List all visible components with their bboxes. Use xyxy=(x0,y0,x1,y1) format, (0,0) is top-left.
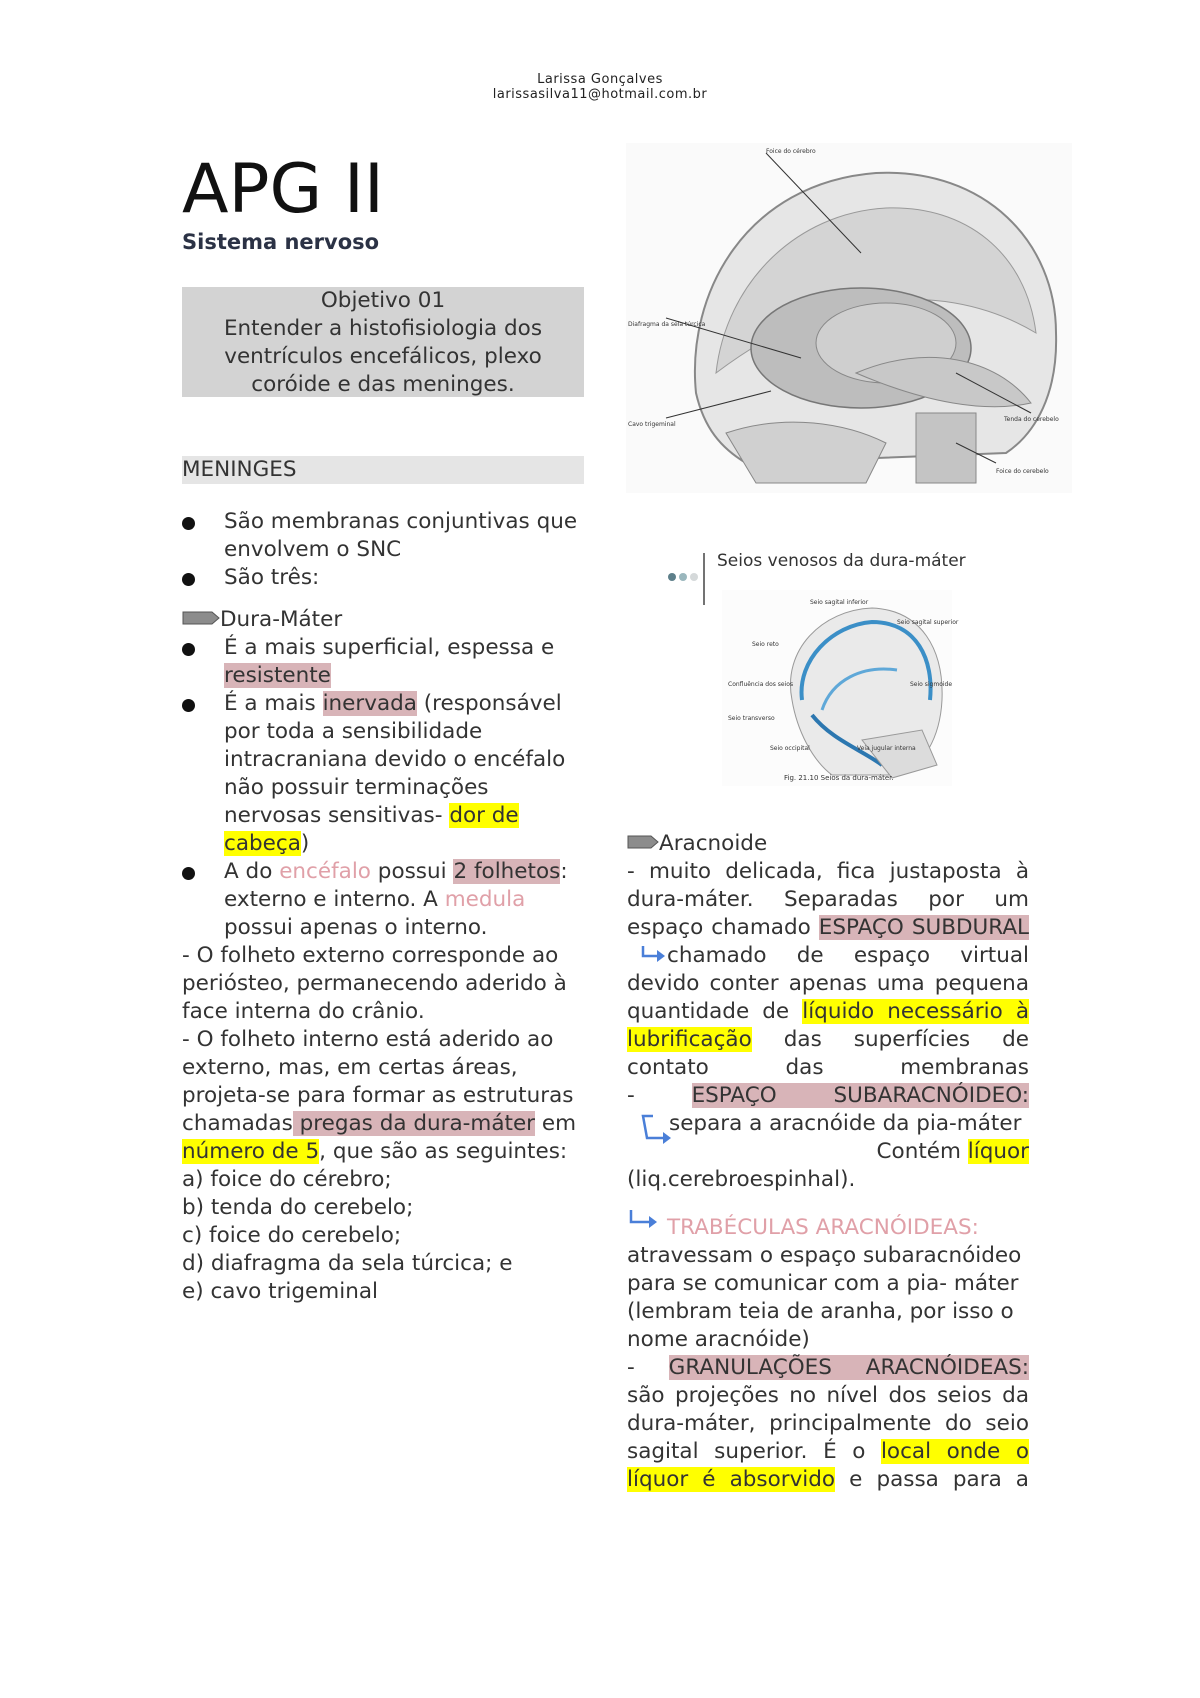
dura-folds-figure xyxy=(626,143,1072,493)
bullet-item: São três: xyxy=(182,564,582,592)
objective-line: Entender a histofisiologia dos xyxy=(223,316,543,341)
page-subtitle: Sistema nervoso xyxy=(182,230,380,254)
paragraph: - muito delicada, fica justaposta à dura-máter. Separadas por um espaço chamado ESPAÇO SUBDURAL xyxy=(627,859,1030,940)
highlight-yellow: líquido necessário à lubrificação xyxy=(627,999,1029,1052)
paragraph: - O folheto interno está aderido ao externo, mas, em certas áreas, projeta-se para formar as estruturas chamadas pregas da dura-máter em número de 5, que são as seguintes: xyxy=(182,1027,577,1164)
figure-label: Seio sagital superior xyxy=(897,619,959,626)
figure-label: Tenda do cerebelo xyxy=(1004,416,1059,423)
left-column xyxy=(182,508,582,1306)
paragraph: - GRANULAÇÕES ARACNÓIDEAS: xyxy=(627,1355,1030,1380)
section-heading: MENINGES xyxy=(182,456,584,484)
figure-label: Diafragma da sela túrcica xyxy=(628,321,706,328)
dots-decoration-icon xyxy=(666,553,706,605)
paragraph: são projeções no nível dos seios da dura-máter, principalmente do seio sagital superior. É o local onde o líquor é absorvido e passa para a xyxy=(627,1383,1029,1492)
figure2-title: Seios venosos da dura-máter xyxy=(717,551,966,571)
venous-sinuses-figure xyxy=(722,590,959,786)
arrow-right-icon xyxy=(637,1114,677,1162)
pink-text: TRABÉCULAS ARACNÓIDEAS: xyxy=(667,1215,979,1240)
bullet-item: A do encéfalo possui 2 folhetos: externo e interno. A medula possui apenas o interno. xyxy=(182,858,599,942)
tag-arrow-icon xyxy=(182,610,220,626)
author-name: Larissa Gonçalves xyxy=(537,72,663,87)
page-title: APG II xyxy=(182,150,384,229)
objective-line: coróide e das meninges. xyxy=(251,372,515,397)
right-column xyxy=(627,830,1029,1494)
pink-text: encéfalo xyxy=(279,859,371,884)
figure-label: Seio sagital inferior xyxy=(810,599,869,606)
pink-text: medula xyxy=(444,887,526,912)
bullet-dot xyxy=(182,867,195,880)
highlight-yellow: número de 5 xyxy=(182,1139,320,1164)
figure-label: Seio occipital xyxy=(770,745,810,752)
highlight-yellow: dor de cabeça xyxy=(224,803,519,856)
figure-label: Foice do cérebro xyxy=(766,148,816,155)
list-item: e) cavo trigeminal xyxy=(182,1279,378,1304)
highlight-pink: inervada xyxy=(322,691,417,716)
highlight-pink: resistente xyxy=(224,663,331,688)
figure-label: Veia jugular interna xyxy=(857,745,916,752)
highlight-yellow: local onde o líquor é absorvido xyxy=(627,1439,1029,1492)
author-email: larissasilva11@hotmail.com.br xyxy=(492,87,708,102)
bullet-item: São membranas conjuntivas que envolvem o SNC xyxy=(182,508,594,564)
figure-label: Foice do cerebelo xyxy=(996,468,1049,475)
figure2-dots xyxy=(672,553,682,605)
bullet-dot xyxy=(182,573,195,586)
paragraph: chamado de espaço virtual devido conter apenas uma pequena quantidade de líquido necessário à lubrificação das superfícies de contato das membranas xyxy=(627,943,1029,1080)
figure-label: Seio sigmoide xyxy=(910,681,953,688)
list-item: d) diafragma da sela túrcica; e xyxy=(182,1251,513,1276)
page-header xyxy=(0,72,1200,102)
arrow-right-icon xyxy=(627,1208,667,1236)
paragraph: - O folheto externo corresponde ao periósteo, permanecendo aderido à face interna do crânio. xyxy=(182,943,567,1024)
objective-label: Objetivo 01 xyxy=(320,288,446,313)
list-item: a) foice do cérebro; xyxy=(182,1167,392,1192)
figure-label: Cavo trigeminal xyxy=(628,421,676,428)
list-item: c) foice do cerebelo; xyxy=(182,1223,402,1248)
bullet-dot xyxy=(182,699,195,712)
highlight-yellow: líquor xyxy=(967,1139,1029,1164)
paragraph: - ESPAÇO SUBARACNÓIDEO: xyxy=(627,1083,1030,1108)
highlight-pink: ESPAÇO SUBDURAL xyxy=(818,915,1030,940)
bullet-item: É a mais inervada (responsável por toda a sensibilidade intracraniana devido o encéfalo não possuir terminações nervosas sensitivas- dor de cabeça) xyxy=(182,690,592,858)
arrow-right-icon xyxy=(637,944,667,966)
highlight-pink: 2 folhetos xyxy=(453,859,561,884)
highlight-pink: ESPAÇO SUBARACNÓIDEO: xyxy=(691,1083,1030,1108)
highlight-pink: GRANULAÇÕES ARACNÓIDEAS: xyxy=(668,1355,1030,1380)
objective-box xyxy=(182,287,584,397)
objective-line: ventrículos encefálicos, plexo xyxy=(224,344,542,369)
figure-label: Seio reto xyxy=(752,641,779,648)
paragraph: TRABÉCULAS ARACNÓIDEAS: atravessam o espaço subaracnóideo para se comunicar com a pia- máter (lembram teia de aranha, por isso o nome aracnóide) xyxy=(627,1208,1022,1354)
paragraph: separa a aracnóide da pia-máter Contém líquor xyxy=(627,1110,1029,1166)
bullet-item: É a mais superficial, espessa e resistente xyxy=(182,634,582,690)
tag-arrow-icon xyxy=(627,834,659,850)
figure-label: Confluência dos seios xyxy=(728,681,794,688)
figure-label: Seio transverso xyxy=(728,715,775,722)
paragraph: (liq.cerebroespinhal). xyxy=(627,1167,856,1192)
bullet-dot xyxy=(182,643,195,656)
dura-heading: Dura-Máter xyxy=(182,606,582,634)
aracnoide-heading: Aracnoide xyxy=(627,830,1029,858)
bullet-dot xyxy=(182,517,195,530)
list-item: b) tenda do cerebelo; xyxy=(182,1195,414,1220)
highlight-pink: pregas da dura-máter xyxy=(292,1111,536,1136)
figure-caption: Fig. 21.10 Seios da dura-máter. xyxy=(784,774,894,782)
